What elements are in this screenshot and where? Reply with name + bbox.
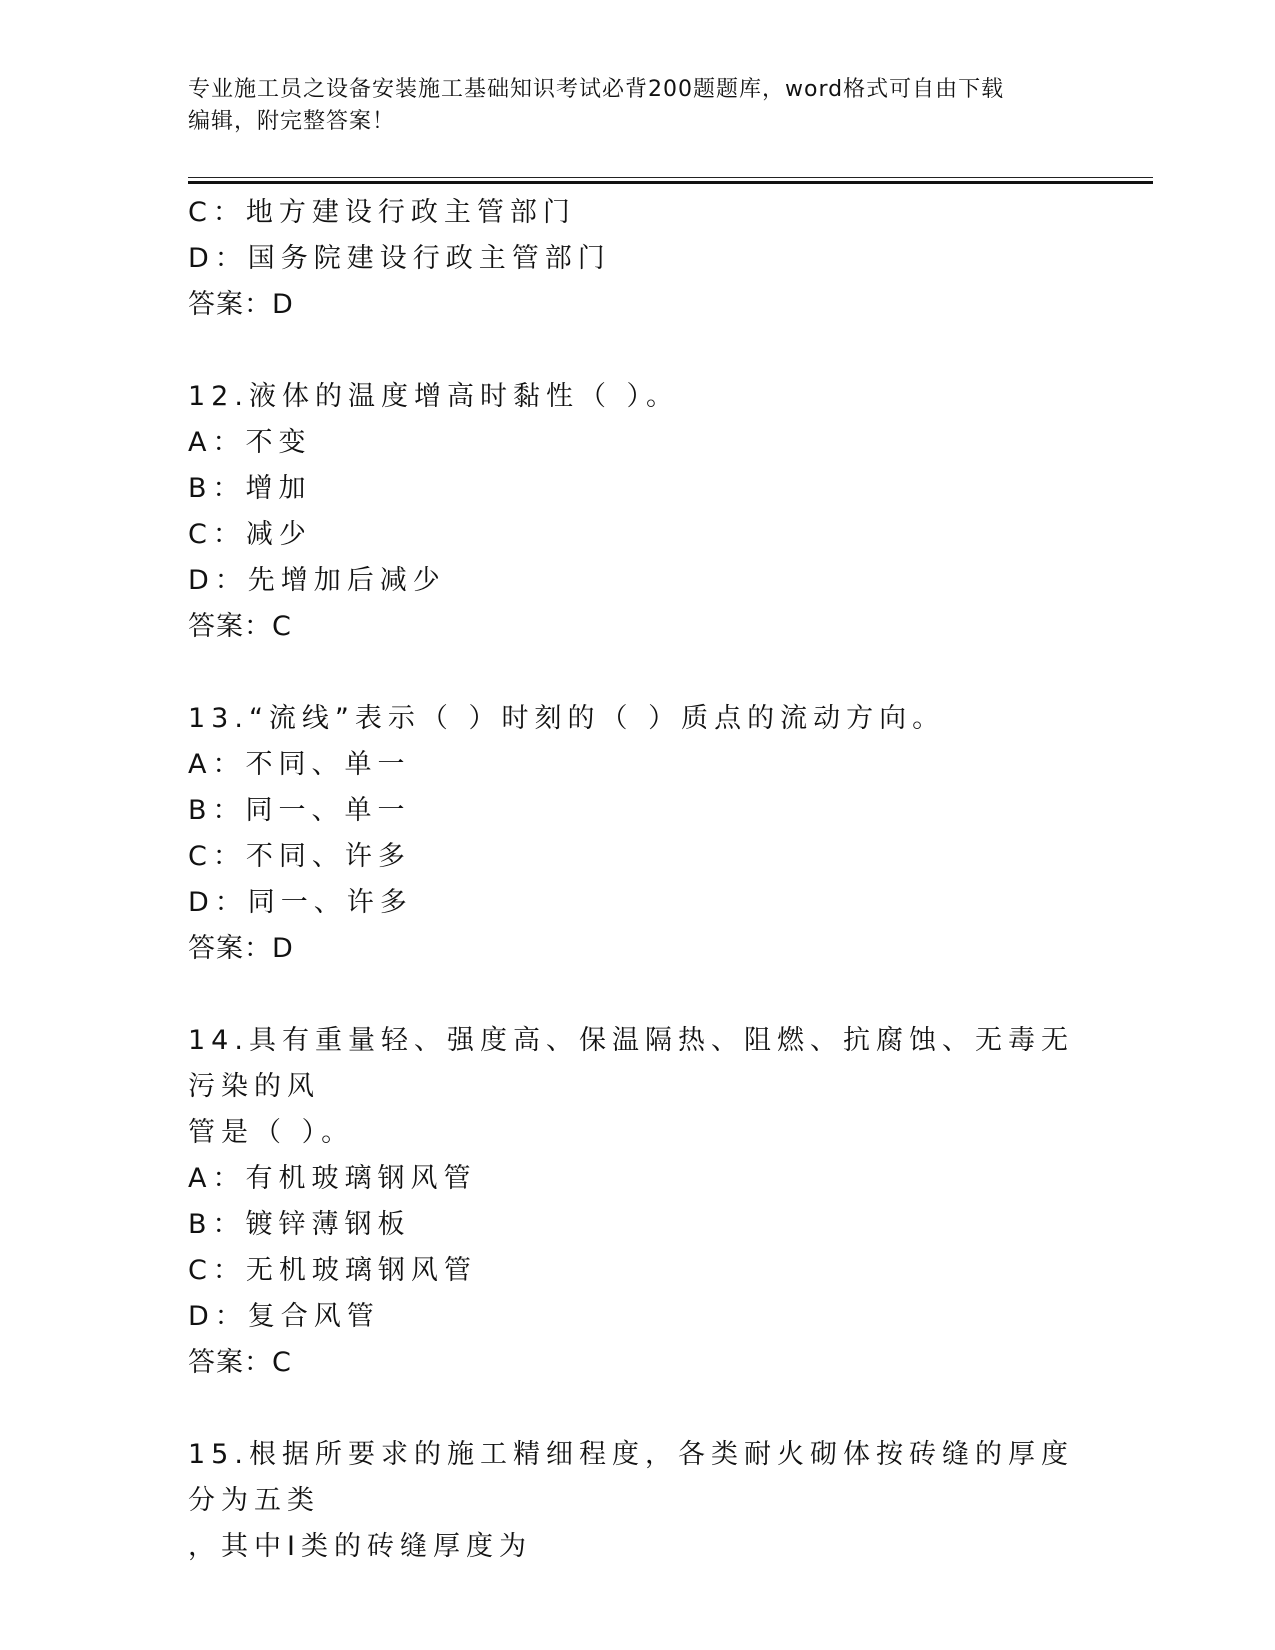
answer-line: 答案：C: [188, 611, 292, 642]
question-15: [188, 1432, 1088, 1570]
answer-line: 答案：C: [188, 1347, 292, 1378]
document-body: [188, 190, 1088, 1570]
option-d: D：先增加后减少: [188, 565, 446, 596]
option-d: D：同一、许多: [188, 887, 413, 918]
question-stem: 12.液体的温度增高时黏性（ ）。: [188, 381, 680, 412]
page-header: [188, 74, 1088, 138]
option-b: B：镀锌薄钢板: [188, 1209, 411, 1240]
answer-line: 答案：D: [188, 933, 294, 964]
question-stem-line-1: 14.具有重量轻、强度高、保温隔热、阻燃、抗腐蚀、无毒无污染的风: [188, 1025, 1074, 1102]
header-line-1: 专业施工员之设备安装施工基础知识考试必背200题题库，word格式可自由下载: [188, 77, 1005, 102]
question-stem-line-1: 15.根据所要求的施工精细程度，各类耐火砌体按砖缝的厚度分为五类: [188, 1439, 1074, 1516]
question-11-continued: [188, 190, 1088, 328]
option-b: B：同一、单一: [188, 795, 411, 826]
option-d: D：复合风管: [188, 1301, 380, 1332]
option-d: D：国务院建设行政主管部门: [188, 243, 611, 274]
question-stem-line-2: 管是（ ）。: [188, 1117, 355, 1148]
option-c: C：不同、许多: [188, 841, 411, 872]
header-divider-thick: [188, 181, 1153, 184]
question-12: [188, 374, 1088, 650]
option-b: B：增加: [188, 473, 312, 504]
header-line-2: 编辑，附完整答案！: [188, 109, 396, 134]
option-c: C：无机玻璃钢风管: [188, 1255, 477, 1286]
question-stem-line-2: ，其中Ⅰ类的砖缝厚度为: [188, 1531, 532, 1562]
question-14: [188, 1018, 1088, 1386]
question-stem: 13.“流线”表示（ ）时刻的（ ）质点的流动方向。: [188, 703, 946, 734]
option-c: C：地方建设行政主管部门: [188, 197, 576, 228]
option-a: A：有机玻璃钢风管: [188, 1163, 477, 1194]
option-a: A：不同、单一: [188, 749, 411, 780]
question-13: [188, 696, 1088, 972]
option-c: C：减少: [188, 519, 312, 550]
option-a: A：不变: [188, 427, 312, 458]
header-divider-thin: [188, 177, 1153, 178]
answer-line: 答案：D: [188, 289, 294, 320]
